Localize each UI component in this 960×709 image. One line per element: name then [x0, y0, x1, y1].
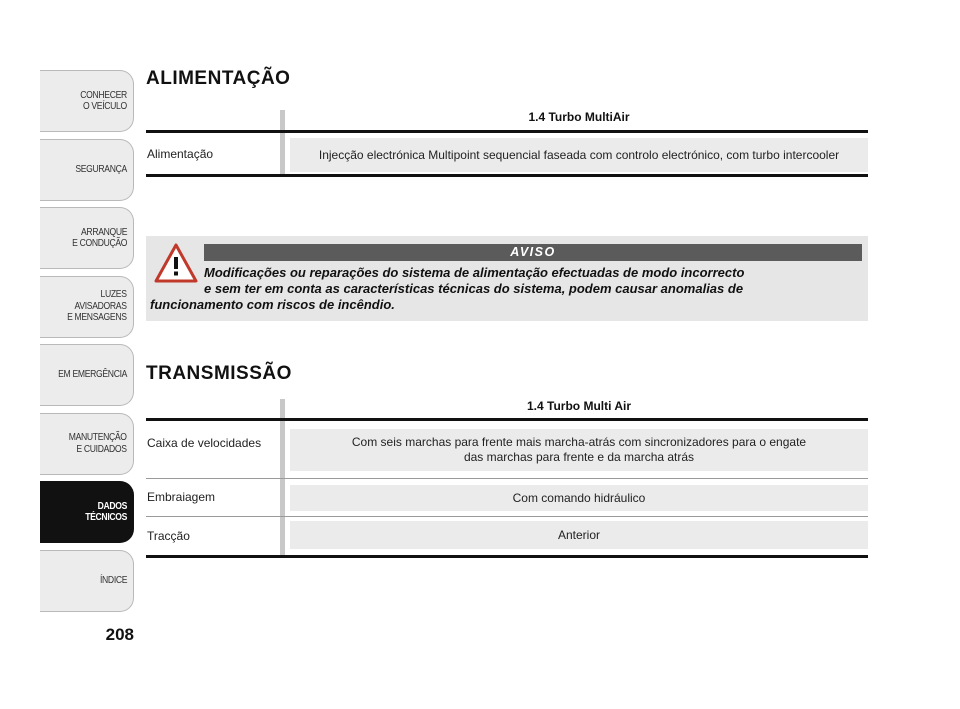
tab-manutencao-e-cuidados[interactable]	[40, 413, 134, 475]
row-divider	[146, 516, 868, 517]
table-bottom-rule	[146, 174, 868, 177]
tab-seguranca[interactable]	[40, 139, 134, 201]
warning-text	[150, 265, 862, 313]
tab-dados-tecnicos[interactable]	[40, 481, 134, 543]
page-number: 208	[105, 625, 134, 644]
tab-label: MANUTENÇÃO E CUIDADOS	[69, 431, 127, 455]
row-value-alimentacao: Injecção electrónica Multipoint sequencial faseada com controlo electrónico, com turbo intercooler	[290, 138, 868, 172]
row-label-traccao: Tracção	[147, 529, 190, 543]
tab-luzes-avisadoras[interactable]	[40, 276, 134, 338]
row-label-caixa-de-velocidades: Caixa de velocidades	[147, 436, 262, 450]
section-title-alimentacao: ALIMENTAÇÃO	[146, 68, 291, 89]
tab-label: ÍNDICE	[99, 573, 127, 586]
row-value-caixa-de-velocidades	[290, 429, 868, 471]
warning-line: e sem ter em conta as características técnicas do sistema, podem causar anomalias de	[204, 281, 744, 296]
tab-label: ARRANQUE E CONDUÇÃO	[71, 225, 127, 249]
warning-line: Modificações ou reparações do sistema de alimentação efectuadas de modo incorrecto	[204, 265, 745, 280]
column-header: 1.4 Turbo MultiAir	[528, 110, 630, 124]
row-label-alimentacao: Alimentação	[147, 147, 214, 161]
tab-arranque-e-conducao[interactable]	[40, 207, 134, 269]
table-divider	[280, 110, 285, 176]
section-title-transmissao: TRANSMISSÃO	[146, 363, 292, 384]
column-header: 1.4 Turbo Multi Air	[527, 399, 631, 413]
tab-indice[interactable]	[40, 550, 134, 612]
row-value-embraiagem: Com comando hidráulico	[290, 485, 868, 511]
row-value-traccao: Anterior	[290, 521, 868, 549]
tab-label: EM EMERGÊNCIA	[58, 368, 127, 381]
tab-label: DADOS TÉCNICOS	[85, 499, 127, 523]
table-bottom-rule	[146, 555, 868, 558]
value-line: das marchas para frente e da marcha atrás	[463, 450, 695, 464]
tab-label: LUZES AVISADORAS E MENSAGENS	[67, 288, 127, 324]
chapter-tabs	[40, 70, 134, 618]
tab-em-emergencia[interactable]	[40, 344, 134, 406]
table-top-rule	[146, 130, 868, 133]
warning-line: funcionamento com riscos de incêndio.	[150, 297, 395, 312]
tab-label: SEGURANÇA	[75, 162, 127, 175]
row-divider	[146, 478, 868, 479]
tab-conhecer-o-veiculo[interactable]	[40, 70, 134, 132]
warning-heading: AVISO	[204, 244, 862, 261]
table-top-rule	[146, 418, 868, 421]
value-line: Com seis marchas para frente mais marcha-atrás com sincronizadores para o engate	[351, 435, 807, 449]
tab-label: CONHECER O VEÍCULO	[80, 88, 127, 112]
row-label-embraiagem: Embraiagem	[147, 490, 216, 504]
